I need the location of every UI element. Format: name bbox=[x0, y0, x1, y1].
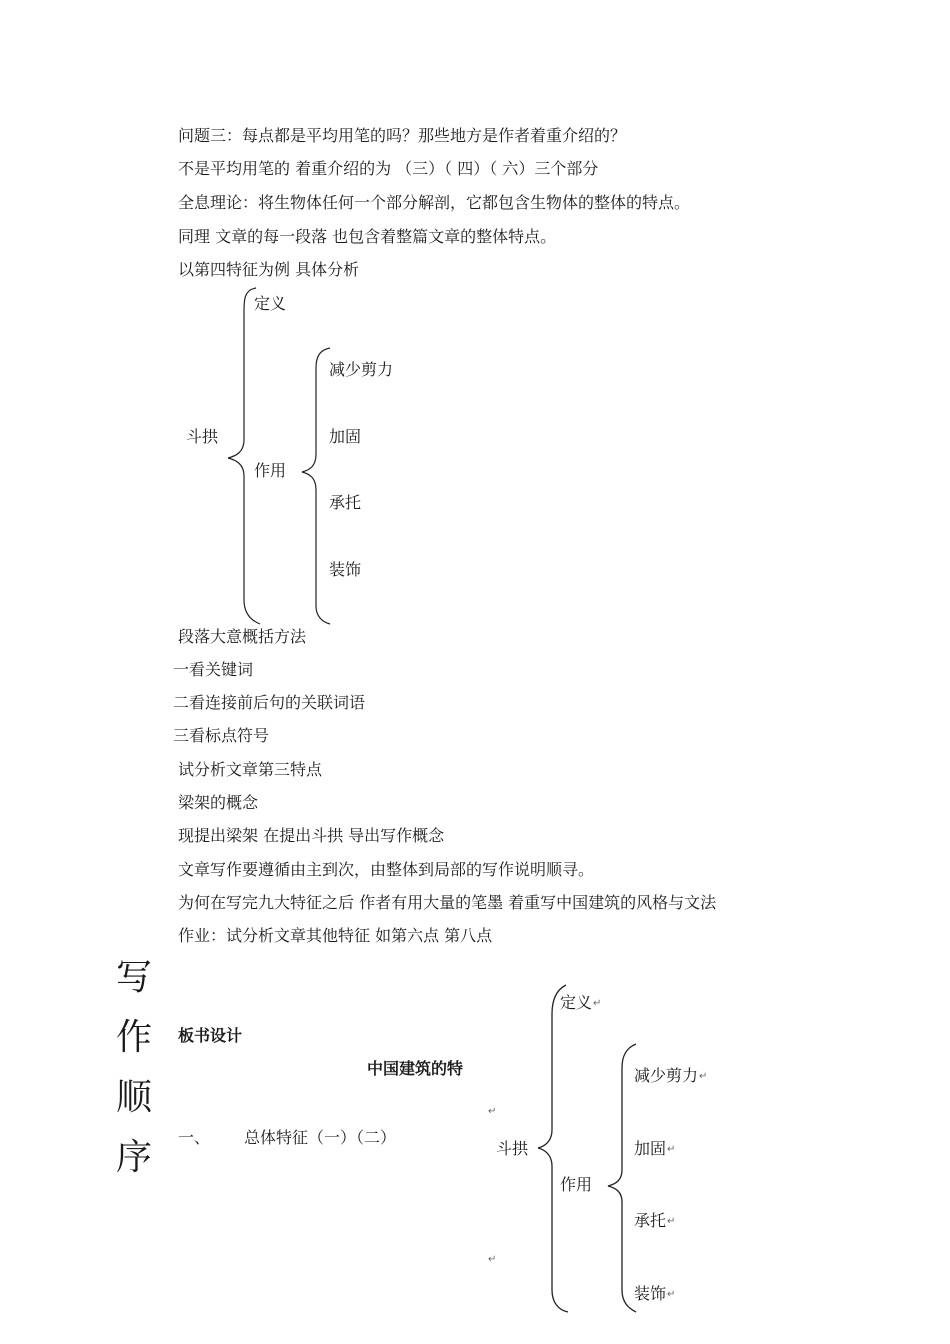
board-heading: 板书设计 bbox=[178, 1026, 243, 1045]
diagram2-function-item: 减少剪力 bbox=[634, 1066, 699, 1085]
similarity-line: 同理 文章的每一段落 也包含着整篇文章的整体特点。 bbox=[178, 227, 557, 246]
example-line: 以第四特征为例 具体分析 bbox=[178, 260, 360, 279]
diagram2-function: 作用 bbox=[560, 1175, 593, 1194]
holographic-theory-line: 全息理论：将生物体任何一个部分解剖，它都包含生物体的整体的特点。 bbox=[178, 193, 691, 212]
method-title: 段落大意概括方法 bbox=[178, 627, 307, 646]
diagram1-function-item: 承托 bbox=[329, 493, 362, 512]
board-title: 中国建筑的特 bbox=[367, 1059, 464, 1078]
method-item: 三看标点符号 bbox=[173, 726, 270, 745]
return-mark: ↵ bbox=[488, 1254, 497, 1265]
answer-line: 不是平均用笔的 着重介绍的为 （三）（ 四）（ 六）三个部分 bbox=[178, 159, 599, 178]
diagram1-function: 作用 bbox=[254, 461, 287, 480]
beam-concept-line: 梁架的概念 bbox=[178, 793, 259, 812]
board-item-number: 一、 bbox=[178, 1128, 211, 1147]
vertical-title-char: 顺 bbox=[116, 1077, 153, 1118]
board-item-text: 总体特征（一）（二） bbox=[244, 1128, 397, 1147]
diagram2-definition: 定义 bbox=[560, 993, 593, 1012]
method-item: 一看关键词 bbox=[173, 660, 254, 679]
analysis-line: 试分析文章第三特点 bbox=[178, 760, 323, 779]
diagram1-function-item: 装饰 bbox=[329, 560, 362, 579]
inner-brace-2 bbox=[608, 1044, 636, 1312]
return-mark: ↵ bbox=[699, 1071, 708, 1082]
style-question-line: 为何在写完九大特征之后 作者有用大量的笔墨 着重写中国建筑的风格与文法 bbox=[178, 893, 717, 912]
diagram2-function-item: 加固 bbox=[634, 1139, 667, 1158]
writing-order-line: 文章写作要遵循由主到次，由整体到局部的写作说明顺寻。 bbox=[178, 860, 595, 879]
vertical-title-char: 写 bbox=[116, 957, 153, 998]
homework-line: 作业：试分析文章其他特征 如第六点 第八点 bbox=[178, 926, 493, 945]
vertical-title-char: 序 bbox=[116, 1137, 153, 1178]
diagram1-function-item: 加固 bbox=[329, 427, 362, 446]
outer-brace-2 bbox=[538, 985, 568, 1312]
return-mark: ↵ bbox=[667, 1289, 676, 1300]
diagram2-function-item: 承托 bbox=[634, 1211, 667, 1230]
writing-concept-line: 现提出梁架 在提出斗拱 导出写作概念 bbox=[178, 826, 445, 845]
diagram1-function-item: 减少剪力 bbox=[329, 360, 394, 379]
vertical-title-char: 作 bbox=[116, 1017, 153, 1058]
diagram1-root: 斗拱 bbox=[186, 427, 219, 446]
question-three-line: 问题三：每点都是平均用笔的吗？那些地方是作者着重介绍的？ bbox=[178, 126, 627, 145]
method-item: 二看连接前后句的关联词语 bbox=[173, 693, 366, 712]
return-mark: ↵ bbox=[593, 998, 602, 1009]
return-mark: ↵ bbox=[488, 1106, 497, 1117]
diagram2-root: 斗拱 bbox=[496, 1139, 529, 1158]
diagram1-definition: 定义 bbox=[254, 294, 287, 313]
return-mark: ↵ bbox=[667, 1144, 676, 1155]
return-mark: ↵ bbox=[667, 1216, 676, 1227]
diagram2-function-item: 装饰 bbox=[634, 1284, 667, 1303]
